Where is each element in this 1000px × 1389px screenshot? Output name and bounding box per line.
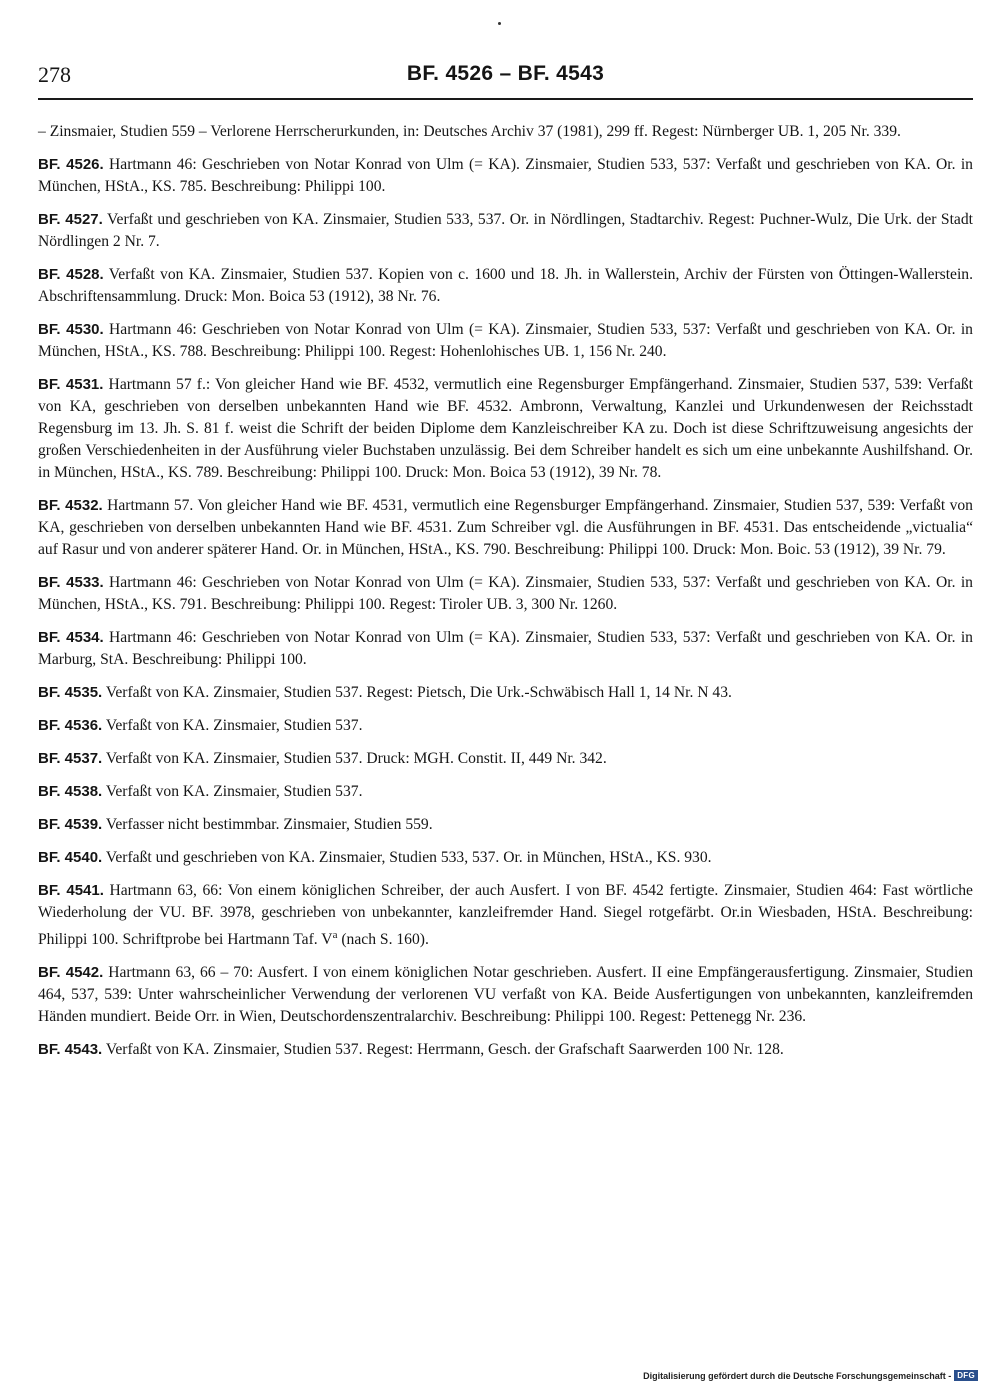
entry-reference: BF. 4539. (38, 816, 103, 833)
entry-reference: BF. 4538. (38, 783, 103, 800)
entry-text: Verfaßt von KA. Zinsmaier, Studien 537. (102, 717, 363, 734)
entry-reference: BF. 4540. (38, 849, 103, 866)
entry-paragraph (38, 715, 973, 737)
page-number: 278 (38, 62, 71, 87)
entry-text: Hartmann 46: Geschrieben von Notar Konrad von Ulm (= KA). Zinsmaier, Studien 533, 537: Verfaßt und geschrieben von KA. Or. in München, HStA., KS. 791. Beschreibung: Philippi 100. Regest: Tiroler UB. 3, 300 Nr. 1260. (38, 574, 973, 613)
scan-dot-mark (498, 22, 501, 25)
entry-reference: BF. 4542. (38, 964, 104, 981)
entry-reference: BF. 4531. (38, 376, 104, 393)
entry-list (38, 154, 973, 1061)
document-body (38, 121, 973, 1072)
footer-text: Digitalisierung gefördert durch die Deutsche Forschungsgemeinschaft - (643, 1370, 952, 1381)
entry-paragraph (38, 814, 973, 836)
entry-reference: BF. 4543. (38, 1041, 103, 1058)
entry-paragraph (38, 627, 973, 671)
entry-paragraph (38, 264, 973, 308)
entry-reference: BF. 4536. (38, 717, 103, 734)
entry-text: Verfaßt und geschrieben von KA. Zinsmaier, Studien 533, 537. Or. in Nördlingen, Stadtarchiv. Regest: Puchner-Wulz, Die Urk. der Stadt Nördlingen 2 Nr. 7. (38, 211, 973, 250)
entry-reference: BF. 4537. (38, 750, 103, 767)
entry-text: Hartmann 46: Geschrieben von Notar Konrad von Ulm (= KA). Zinsmaier, Studien 533, 537: Verfaßt und geschrieben von KA. Or. in Marburg, StA. Beschreibung: Philippi 100. (38, 629, 973, 668)
entry-paragraph (38, 1039, 973, 1061)
page-header (38, 60, 973, 100)
entry-text: Verfaßt von KA. Zinsmaier, Studien 537. Regest: Herrmann, Gesch. der Grafschaft Saarwerden 100 Nr. 128. (102, 1041, 784, 1058)
entry-paragraph (38, 880, 973, 951)
entry-text: Verfaßt von KA. Zinsmaier, Studien 537. Druck: MGH. Constit. II, 449 Nr. 342. (102, 750, 607, 767)
running-head: BF. 4526 – BF. 4543 (406, 62, 605, 85)
entry-text: Verfaßt von KA. Zinsmaier, Studien 537. (102, 783, 363, 800)
entry-reference: BF. 4532. (38, 497, 103, 514)
entry-reference: BF. 4533. (38, 574, 104, 591)
entry-text-tail: (nach S. 160). (337, 931, 429, 948)
entry-text: Verfasser nicht bestimmbar. Zinsmaier, Studien 559. (102, 816, 433, 833)
entry-paragraph (38, 572, 973, 616)
dfg-logo: DFG (954, 1370, 978, 1381)
footer (643, 1370, 978, 1381)
entry-text: Verfaßt und geschrieben von KA. Zinsmaier, Studien 533, 537. Or. in München, HStA., KS. 930. (102, 849, 712, 866)
entry-reference: BF. 4535. (38, 684, 103, 701)
entry-text: Hartmann 63, 66 – 70: Ausfert. I von einem königlichen Notar geschrieben. Ausfert. II eine Empfängerausfertigung. Zinsmaier, Studien 464, 537, 539: Unter wahrscheinlicher Verwendung der verlorenen VU verfaßt von KA. Beide Ausfertigungen von unbekannten, kanzleifremden Händen mundiert. Beide Orr. in Wien, Deutschordenszentralarchiv. Beschreibung: Philippi 100. Regest: Pettenegg Nr. 236. (38, 964, 973, 1025)
entry-text: Hartmann 63, 66: Von einem königlichen Schreiber, der auch Ausfert. I von BF. 4542 fertigte. Zinsmaier, Studien 464: Fast wörtliche Wiederholung der VU. BF. 3978, geschrieben von unbekannter, kanzleifremder Hand. Siegel rotgefärbt. Or.in Wiesbaden, HStA. Beschreibung: Philippi 100. Schriftprobe bei Hartmann Taf. V (38, 882, 973, 948)
entry-paragraph (38, 374, 973, 484)
entry-reference: BF. 4527. (38, 211, 103, 228)
entry-reference: BF. 4530. (38, 321, 104, 338)
entry-reference: BF. 4526. (38, 156, 104, 173)
entry-paragraph (38, 682, 973, 704)
entry-paragraph (38, 748, 973, 770)
entry-paragraph (38, 209, 973, 253)
entry-text: Hartmann 46: Geschrieben von Notar Konrad von Ulm (= KA). Zinsmaier, Studien 533, 537: Verfaßt und geschrieben von KA. Or. in München, HStA., KS. 788. Beschreibung: Philippi 100. Regest: Hohenlohisches UB. 1, 156 Nr. 240. (38, 321, 973, 360)
entry-paragraph (38, 962, 973, 1028)
intro-paragraph: – Zinsmaier, Studien 559 – Verlorene Herrscherurkunden, in: Deutsches Archiv 37 (1981), 299 ff. Regest: Nürnberger UB. 1, 205 Nr. 339. (38, 123, 901, 140)
entry-text: Hartmann 57. Von gleicher Hand wie BF. 4531, vermutlich eine Regensburger Empfängerhand. Zinsmaier, Studien 537, 539: Verfaßt von KA, geschrieben von derselben unbekannten Hand wie BF. 4531. Zum Schreiber vgl. die Ausführungen in BF. 4531. Das entscheidende „victualia“ auf Rasur und von anderer späterer Hand. Or. in München, HStA., KS. 790. Beschreibung: Philippi 100. Druck: Mon. Boic. 53 (1912), 39 Nr. 79. (38, 497, 973, 558)
entry-paragraph (38, 781, 973, 803)
entry-paragraph (38, 154, 973, 198)
entry-text: Hartmann 46: Geschrieben von Notar Konrad von Ulm (= KA). Zinsmaier, Studien 533, 537: Verfaßt und geschrieben von KA. Or. in München, HStA., KS. 785. Beschreibung: Philippi 100. (38, 156, 973, 195)
entry-reference: BF. 4528. (38, 266, 104, 283)
superscript: a (332, 929, 338, 941)
entry-text: Hartmann 57 f.: Von gleicher Hand wie BF. 4532, vermutlich eine Regensburger Empfängerhand. Zinsmaier, Studien 537, 539: Verfaßt von KA, geschrieben von derselben unbekannten Hand wie BF. 4532. Ambronn, Verwaltung, Kanzlei und Urkundenwesen der Reichsstadt Regensburg im 13. Jh. S. 81 f. weist die Schrift der beiden Diplome dem Kanzleischreiber KA zu. Doch ist diese Schriftzuweisung angesichts der großen Verschiedenheiten in der Ausführung vieler Buchstaben unzulässig. Bei dem Schreiber handelt es sich um eine unbekannte Aushilfshand. Or. in München, HStA., KS. 789. Beschreibung: Philippi 100. Druck: Mon. Boica 53 (1912), 39 Nr. 78. (38, 376, 973, 481)
entry-reference: BF. 4541. (38, 882, 104, 899)
entry-paragraph (38, 319, 973, 363)
entry-text: Verfaßt von KA. Zinsmaier, Studien 537. Kopien von c. 1600 und 18. Jh. in Wallerstein, Archiv der Fürsten von Öttingen-Wallerstein. Abschriftensammlung. Druck: Mon. Boica 53 (1912), 38 Nr. 76. (38, 266, 973, 305)
entry-paragraph (38, 847, 973, 869)
entry-text: Verfaßt von KA. Zinsmaier, Studien 537. Regest: Pietsch, Die Urk.-Schwäbisch Hall 1, 14 Nr. N 43. (102, 684, 732, 701)
entry-reference: BF. 4534. (38, 629, 104, 646)
entry-paragraph (38, 495, 973, 561)
